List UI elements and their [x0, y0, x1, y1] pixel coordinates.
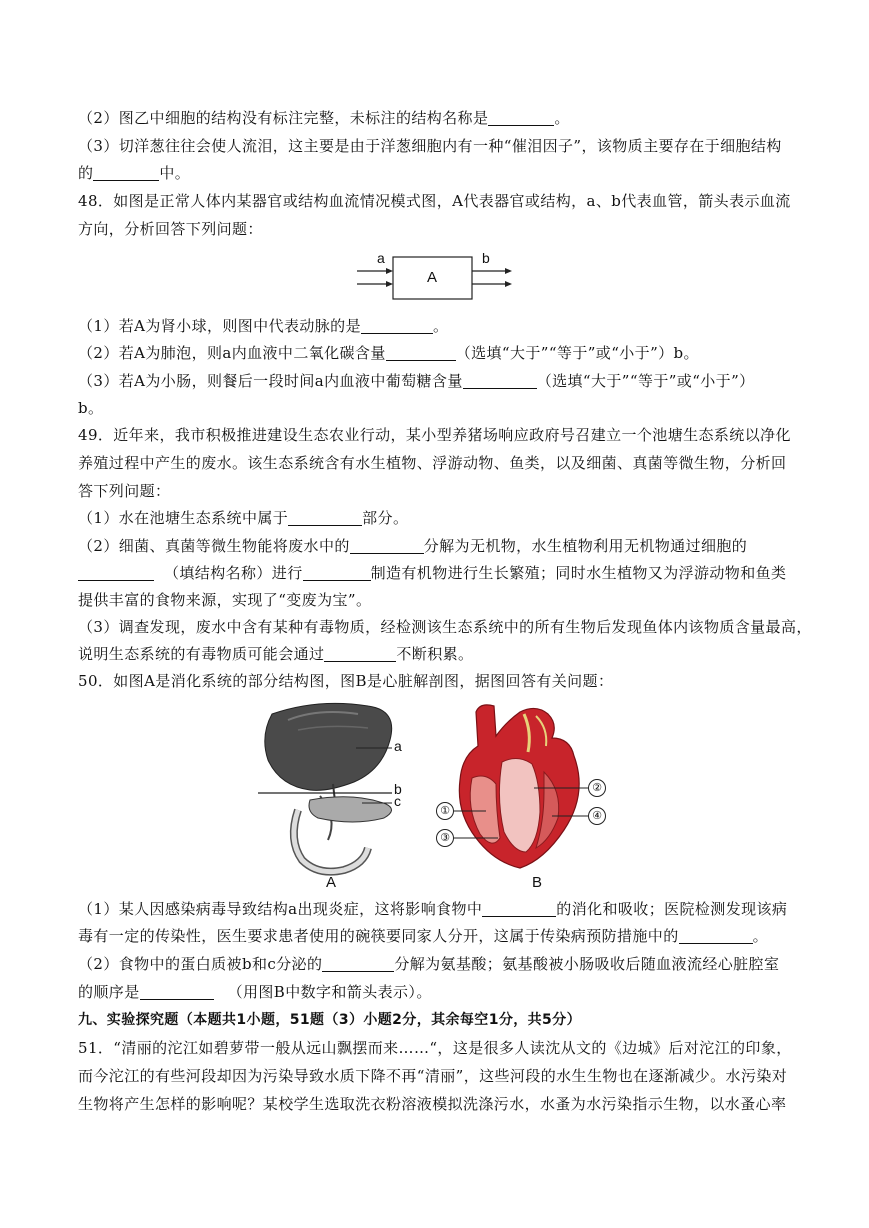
q47-part3-line1: （3）切洋葱往往会使人流泪，这主要是由于洋葱细胞内有一种“催泪因子”，该物质主要存在于细胞结构: [78, 137, 782, 155]
answer-blank[interactable]: [350, 537, 424, 554]
q49-part2-line2: （填结构名称）进行 制造有机物进行生长繁殖；同时水生植物又为浮游动物和鱼类: [78, 563, 786, 583]
q48-intro-line1: 48．如图是正常人体内某器官或结构血流情况模式图，A代表器官或结构，a、b代表血管，箭头表示血流: [78, 192, 791, 210]
answer-blank[interactable]: [324, 645, 396, 662]
q49-part2-line1: （2）细菌、真菌等微生物能将废水中的 分解为无机物，水生植物利用无机物通过细胞的: [78, 537, 748, 555]
q50-part1-line1: （1）某人因感染病毒导致结构a出现炎症，这将影响食物中 的消化和吸收；医院检测发现该病: [78, 900, 788, 918]
digestive-figure-a: [258, 700, 418, 890]
answer-blank[interactable]: [288, 509, 362, 526]
q48-part3: （3）若A为小肠，则餐后一段时间a内血液中葡萄糖含量 （选填“大于”“等于”或“小于”）: [78, 372, 755, 390]
q48-intro-line2: 方向，分析回答下列问题：: [78, 220, 263, 238]
answer-blank[interactable]: [140, 983, 214, 1000]
blood-flow-diagram: [352, 250, 522, 306]
answer-blank[interactable]: [93, 164, 159, 181]
q51-line1: 51．“清丽的沱江如碧萝带一般从远山飘摆而来……“，这是很多人读沈从文的《边城》后对沱江的印象，: [78, 1039, 792, 1057]
vessel-b-label: b: [482, 250, 490, 266]
q49-intro-line1: 49．近年来，我市积极推进建设生态农业行动，某小型养猪场响应政府号召建立一个池塘生态系统以净化: [78, 426, 791, 444]
answer-blank[interactable]: [482, 900, 556, 917]
q49-part3-line1: （3）调查发现，废水中含有某种有毒物质，经检测该生态系统中的所有生物后发现鱼体内该物质含量最高，: [78, 618, 812, 636]
q48-part1: （1）若A为肾小球，则图中代表动脉的是 。: [78, 317, 449, 335]
answer-blank[interactable]: [303, 564, 371, 581]
label-b: b: [394, 781, 402, 797]
q47-part3-line2: 的 中。: [78, 164, 191, 182]
answer-blank[interactable]: [361, 317, 433, 334]
q49-part2-line3: 提供丰富的食物来源，实现了“变废为宝”。: [78, 591, 372, 609]
q50-intro: 50．如图A是消化系统的部分结构图，图B是心脏解剖图，据图回答有关问题：: [78, 672, 614, 690]
q48-part2: （2）若A为肺泡，则a内血液中二氧化碳含量 （选填“大于”“等于”或“小于”）b。: [78, 344, 699, 362]
answer-blank[interactable]: [679, 927, 753, 944]
heart-label-3: ③: [436, 829, 454, 847]
heart-label-1: ①: [436, 802, 454, 820]
answer-blank[interactable]: [386, 344, 456, 361]
answer-blank[interactable]: [78, 564, 154, 581]
answer-blank[interactable]: [488, 109, 554, 126]
label-c: c: [394, 793, 401, 809]
liver-label-a: a: [394, 738, 402, 754]
q50-part1-line2: 毒有一定的传染性，医生要求患者使用的碗筷要同家人分开，这属于传染病预防措施中的 。: [78, 927, 769, 945]
section-9-title: 九、实验探究题（本题共1小题，51题（3）小题2分，其余每空1分，共5分）: [78, 1012, 581, 1028]
figure-a-caption: A: [326, 874, 337, 891]
q49-intro-line3: 答下列问题：: [78, 482, 171, 500]
heart-label-2: ②: [588, 779, 606, 797]
answer-blank[interactable]: [463, 372, 537, 389]
vessel-a-label: a: [377, 250, 385, 266]
organ-a-label: A: [427, 269, 438, 286]
q49-part3-line2: 说明生态系统的有毒物质可能会通过 不断积累。: [78, 645, 474, 663]
q48-part3-cont: b。: [78, 399, 104, 417]
q50-part2-line2: 的顺序是 （用图B中数字和箭头表示）。: [78, 983, 432, 1001]
q51-line2: 而今沱江的有些河段却因为污染导致水质下降不再“清丽”，这些河段的水生生物也在逐渐减少。水污染对: [78, 1067, 788, 1085]
q49-intro-line2: 养殖过程中产生的废水。该生态系统含有水生植物、浮游动物、鱼类，以及细菌、真菌等微生物，分析回: [78, 454, 787, 472]
answer-blank[interactable]: [322, 955, 394, 972]
q49-part1: （1）水在池塘生态系统中属于 部分。: [78, 509, 409, 527]
q50-part2-line1: （2）食物中的蛋白质被b和c分泌的 分解为氨基酸；氨基酸被小肠吸收后随血液流经心脏腔室: [78, 955, 780, 973]
heart-label-4: ④: [588, 807, 606, 825]
q51-line3: 生物将产生怎样的影响呢？某校学生选取洗衣粉溶液模拟洗涤污水，水蚤为水污染指示生物，以水蚤心率: [78, 1095, 787, 1113]
figure-b-caption: B: [532, 874, 543, 891]
heart-figure-b: [436, 702, 616, 892]
q47-part2: （2）图乙中细胞的结构没有标注完整，未标注的结构名称是 。: [78, 109, 570, 127]
